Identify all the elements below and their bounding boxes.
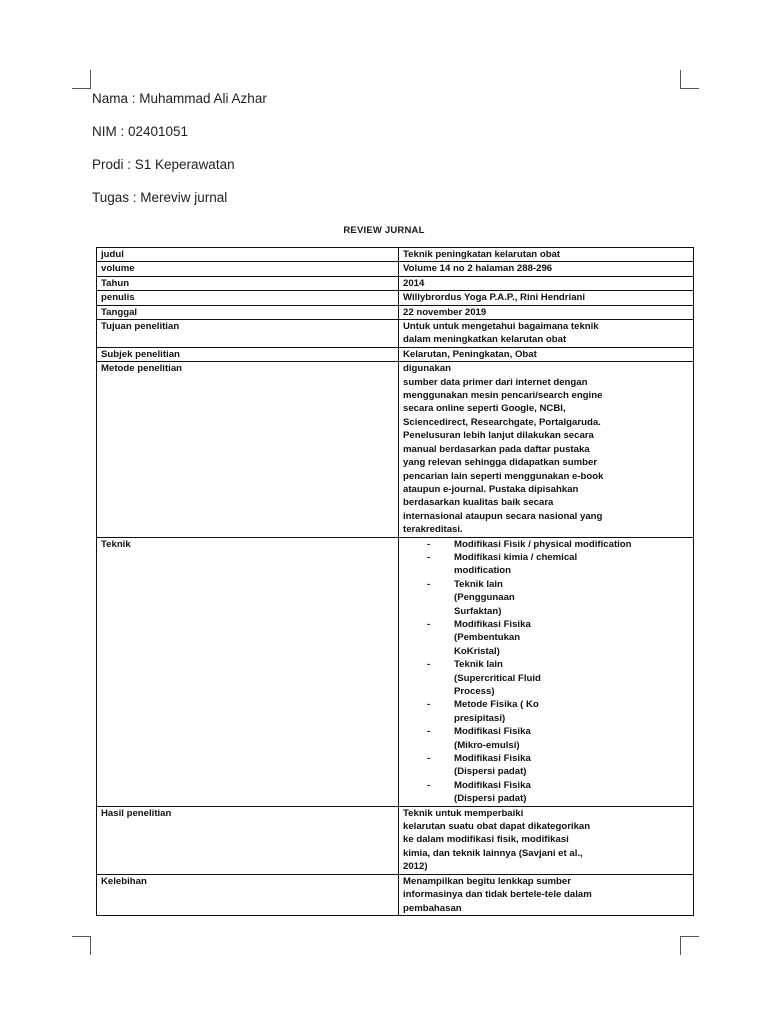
table-row [97,291,694,305]
row-value: Untuk untuk mengetahui bagaimana teknik dalam meningkatkan kelarutan obat [399,320,694,348]
row-label: Teknik [97,537,399,806]
list-item: - Modifikasi Fisika (Dispersi padat) [427,779,564,806]
row-value [399,537,694,806]
page-corner-mark-bottom-left [72,936,91,955]
row-label: judul [97,248,399,262]
table-row [97,262,694,276]
row-label: volume [97,262,399,276]
table-row [97,276,694,290]
list-item: - Modifikasi Fisika (Dispersi padat) [427,752,564,779]
page-corner-mark-bottom-right [680,936,699,955]
table-row [97,248,694,262]
row-label: Tahun [97,276,399,290]
list-item: - Modifikasi kimia / chemical modification [427,551,614,578]
row-label: Metode penelitian [97,362,399,537]
student-nim: NIM : 02401051 [92,124,189,139]
table-row [97,537,694,806]
table-row [97,874,694,915]
row-label: penulis [97,291,399,305]
assignment: Tugas : Mereviw jurnal [92,190,228,205]
list-item: - Modifikasi Fisika (Mikro-emulsi) [427,725,564,752]
page-corner-mark-top-right [680,70,699,89]
table-row [97,305,694,319]
study-program: Prodi : S1 Keperawatan [92,157,235,172]
row-label: Tujuan penelitian [97,320,399,348]
row-label: Hasil penelitian [97,806,399,874]
list-item: - Teknik lain (Supercritical Fluid Process) [427,658,564,698]
list-item: - Metode Fisika ( Ko presipitasi) [427,698,564,725]
student-name: Nama : Muhammad Ali Azhar [92,91,267,106]
row-value: Menampilkan begitu lenkkap sumber informasinya dan tidak bertele-tele dalam pembahasan [399,874,694,915]
technique-list [403,538,689,806]
list-item: - Teknik lain (Penggunaan Surfaktan) [427,578,564,618]
table-row [97,320,694,348]
page-corner-mark-top-left [72,70,91,89]
page-title: REVIEW JURNAL [343,225,425,236]
table-row [97,347,694,361]
row-value: Teknik peningkatan kelarutan obat [399,248,694,262]
row-label: Kelebihan [97,874,399,915]
row-label: Subjek penelitian [97,347,399,361]
review-table [96,247,694,916]
row-value: Teknik untuk memperbaiki kelarutan suatu obat dapat dikategorikan ke dalam modifikasi fisik, modifikasi kimia, dan teknik lainnya (Savjani et al., 2012) [399,806,694,874]
row-value: Volume 14 no 2 halaman 288-296 [399,262,694,276]
table-row [97,806,694,874]
row-value: 2014 [399,276,694,290]
list-item: - Modifikasi Fisik / physical modification [427,538,684,551]
list-item: - Modifikasi Fisika (Pembentukan KoKristal) [427,618,564,658]
table-row [97,362,694,537]
row-label: Tanggal [97,305,399,319]
row-value: 22 november 2019 [399,305,694,319]
row-value: Kelarutan, Peningkatan, Obat [399,347,694,361]
row-value: digunakan sumber data primer dari internet dengan menggunakan mesin pencari/search engine secara online seperti Google, NCBI, Sciencedirect, Researchgate, Portalgaruda. Penelusuran lebih lanjut dilakukan secara manual berdasarkan pada daftar pustaka yang relevan sehingga didapatkan sumber pencarian lain seperti menggunakan e-book ataupun e-journal. Pustaka dipisahkan berdasarkan kualitas baik secara internasional ataupun secara nasional yang terakreditasi. [399,362,694,537]
row-value: Willybrordus Yoga P.A.P., Rini Hendriani [399,291,694,305]
